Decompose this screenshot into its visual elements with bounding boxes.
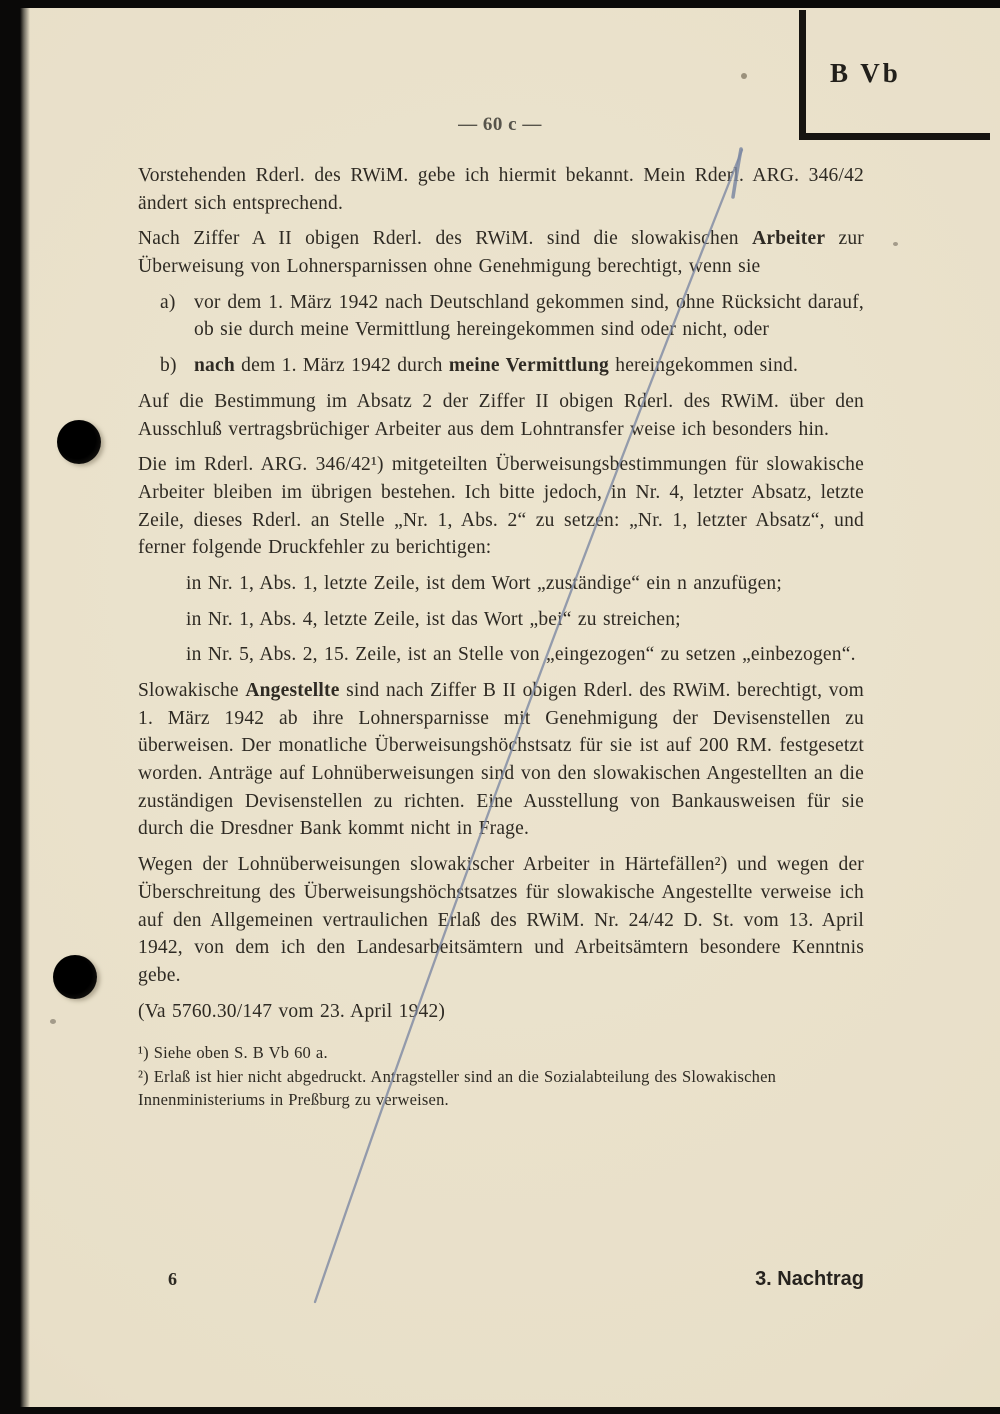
punch-hole-bottom: [53, 955, 97, 999]
paper-speck: [893, 242, 898, 246]
scan-edge-left: [0, 0, 30, 1414]
page-footer: [138, 1268, 864, 1291]
paragraph-4: Die im Rderl. ARG. 346/42¹) mitgeteilten Überweisungsbestimmungen für slowakische Arbeiter bleiben im übrigen bestehen. Ich bitte jedoch, in Nr. 4, letzter Absatz, letzte Zeile, dieses Rderl. an Stelle „Nr. 1, Abs. 2“ zu setzen: „Nr. 1, letzter Absatz“, und ferner folgende Druckfehler zu berichtigen:: [138, 454, 864, 559]
paper-speck: [50, 1019, 56, 1024]
footnote-1: ¹) Siehe oben S. B Vb 60 a.: [138, 1043, 328, 1063]
page-number: 6: [168, 1269, 177, 1289]
reference-line: (Va 5760.30/147 vom 23. April 1942): [138, 1000, 446, 1022]
text-run: Nach Ziffer A II obigen Rderl. des RWiM. sind die slowakischen: [138, 228, 753, 250]
list-item-a: [160, 289, 864, 344]
text-run: hereingekommen sind.: [608, 355, 799, 377]
list-text: [194, 352, 864, 380]
text-run-bold: Arbeiter: [752, 228, 826, 250]
footnote-2: ²) Erlaß ist hier nicht abgedruckt. Antragsteller sind an die Sozialabteilung des Slowakischen Innenministeriums in Preßburg zu verweisen.: [138, 1066, 777, 1110]
ink-dot: [741, 73, 747, 79]
text-run-bold: Angestellte: [245, 680, 340, 701]
correction-item-1: in Nr. 1, Abs. 1, letzte Zeile, ist dem Wort „zuständige“ ein n anzufügen;: [186, 572, 782, 594]
text-run-bold: nach: [194, 355, 235, 377]
document-body: [138, 162, 864, 1112]
paragraph-5: [138, 677, 864, 843]
list-marker: b): [160, 355, 177, 377]
list-marker: a): [160, 291, 176, 313]
text-run: dem 1. März 1942 durch: [234, 355, 449, 377]
footnotes: [138, 1041, 864, 1111]
correction-item-3: in Nr. 5, Abs. 2, 15. Zeile, ist an Stelle von „eingezogen“ zu setzen „einbezogen“.: [186, 644, 856, 666]
scan-edge-top: [0, 0, 1000, 8]
paragraph-6: Wegen der Lohnüberweisungen slowakischer Arbeiter in Härtefällen²) und wegen der Überschreitung des Überweisungshöchstsatzes für slowakische Angestellte verweise ich auf den Allgemeinen vertraulichen Erlaß des RWiM. Nr. 24/42 D. St. vom 13. April 1942, von dem ich den Landesarbeitsämtern und Arbeitsämtern besondere Kenntnis gebe.: [138, 854, 864, 986]
punch-hole-top: [57, 420, 101, 464]
text-run: Slowakische: [138, 680, 246, 701]
page-number-header: — 60 c —: [458, 114, 542, 135]
list-item-b: [160, 352, 864, 380]
text-run: sind nach Ziffer B II obigen Rderl. des RWiM. berechtigt, vom 1. März 1942 ab ihre Lohnersparnisse mit Genehmigung der Devisenstellen zu überweisen. Der monatliche Überweisungshöchstsatz für sie ist auf 200 RM. festgesetzt worden. Anträge auf Lohnüberweisungen sind von den slowakischen Angestellten an die zuständigen Devisenstellen zu richten. Eine Ausstellung von Bankausweisen für sie durch die Dresdner Bank kommt nicht in Frage.: [138, 680, 865, 840]
supplement-label: 3. Nachtrag: [755, 1268, 864, 1290]
correction-item-2: in Nr. 1, Abs. 4, letzte Zeile, ist das Wort „bei“ zu streichen;: [186, 608, 681, 630]
section-tab-label: B Vb: [830, 58, 901, 88]
list-text: vor dem 1. März 1942 nach Deutschland gekommen sind, ohne Rücksicht darauf, ob sie durch meine Vermittlung hereingekommen sind oder nicht, oder: [194, 291, 864, 341]
scan-edge-bottom: [0, 1407, 1000, 1414]
paragraph-3: Auf die Bestimmung im Absatz 2 der Ziffer II obigen Rderl. des RWiM. über den Ausschluß vertragsbrüchiger Arbeiter aus dem Lohntransfer weise ich besonders hin.: [138, 390, 864, 440]
text-run-bold: meine Vermittlung: [448, 355, 609, 377]
text-run: zur Überweisung von Lohnersparnissen ohne Genehmigung berechtigt, wenn sie: [138, 228, 865, 278]
paragraph-1: Vorstehenden Rderl. des RWiM. gebe ich hiermit bekannt. Mein Rderl. ARG. 346/42 ändert sich entsprechend.: [138, 165, 864, 214]
paragraph-2: [138, 225, 864, 280]
